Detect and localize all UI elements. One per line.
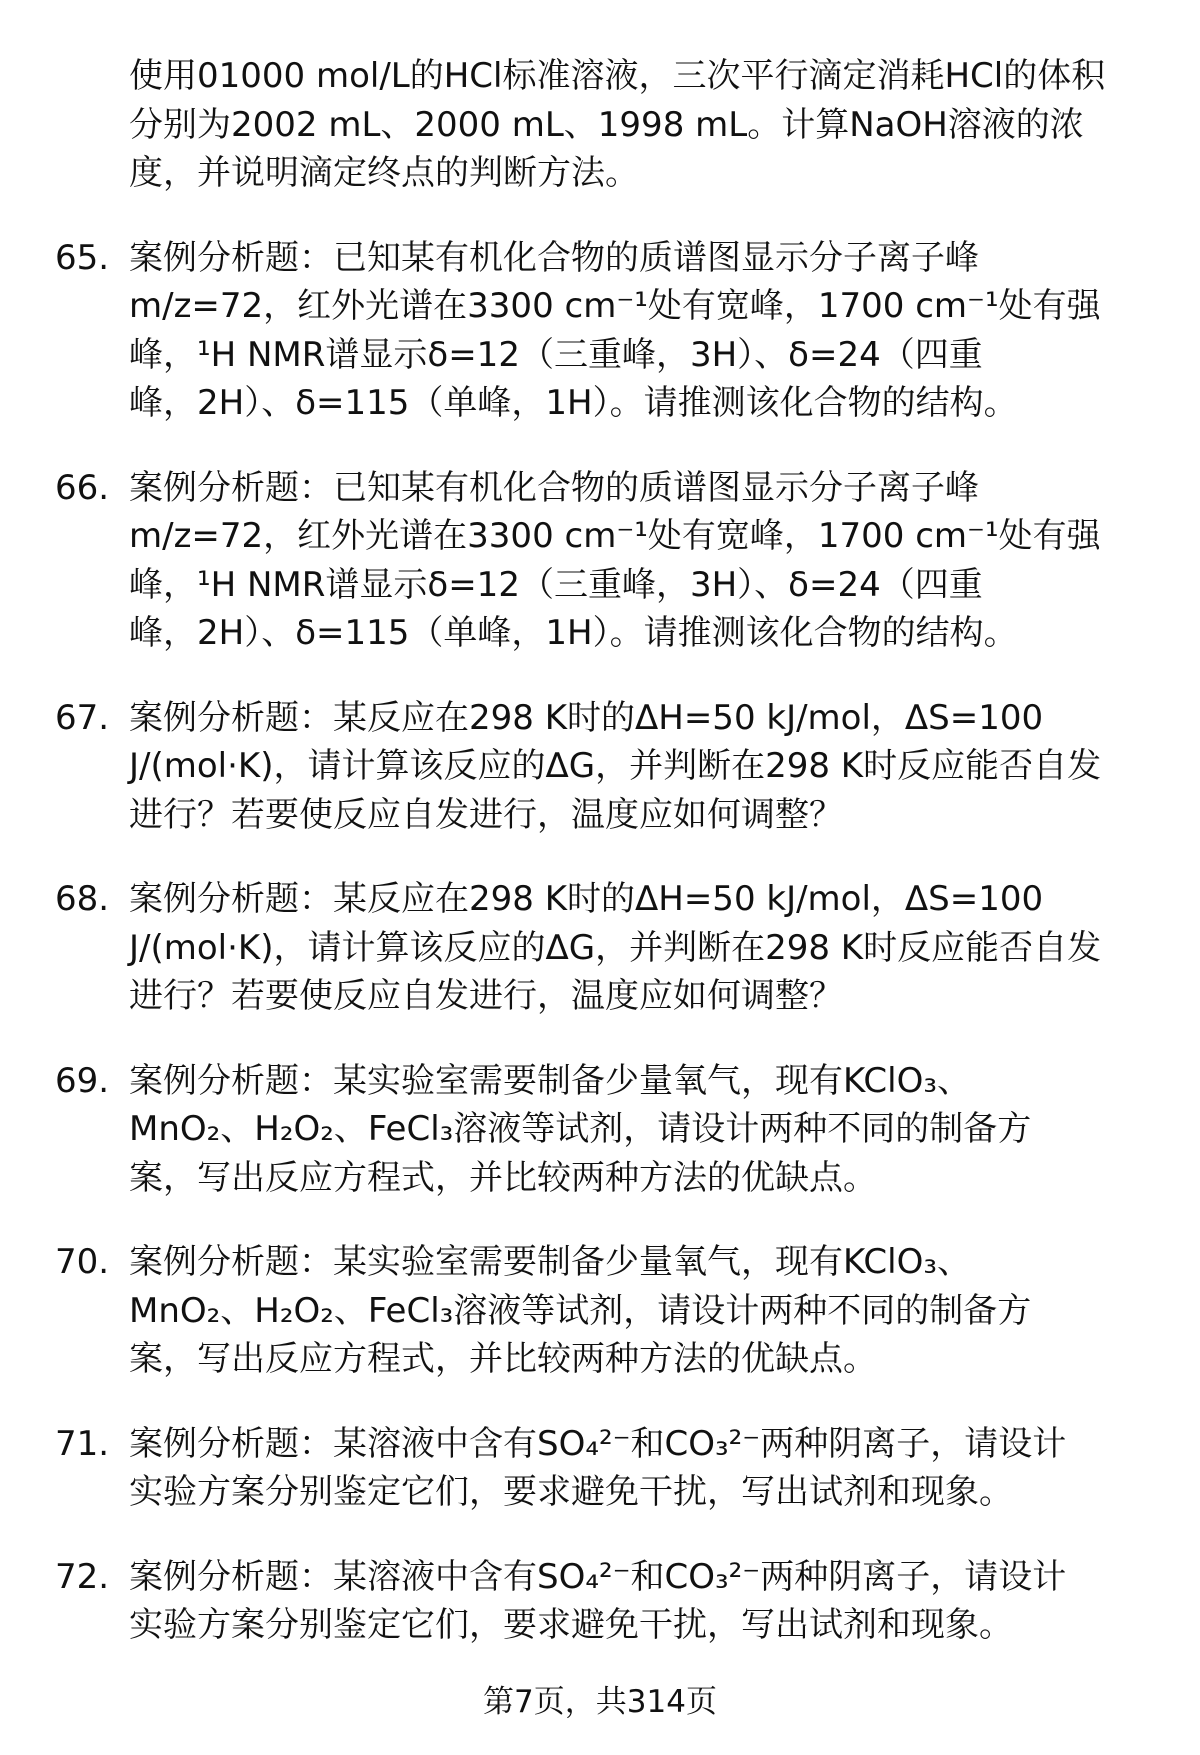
text-line: m/z=72，红外光谱在3300 cm⁻¹处有宽峰，1700 cm⁻¹处有强: [129, 286, 1101, 326]
text-line: 案例分析题：已知某有机化合物的质谱图显示分子离子峰: [129, 237, 979, 278]
text-line: 案例分析题：某实验室需要制备少量氧气，现有KClO₃、: [129, 1060, 972, 1101]
question-text: [129, 694, 1165, 840]
question-number: 69.: [55, 1060, 110, 1101]
text-line: MnO₂、H₂O₂、FeCl₃溶液等试剂，请设计两种不同的制备方: [129, 1109, 1032, 1149]
question-67: [55, 694, 1165, 840]
question-list: [55, 52, 1165, 1686]
text-line: 案例分析题：已知某有机化合物的质谱图显示分子离子峰: [129, 467, 979, 508]
text-line: 实验方案分别鉴定它们，要求避免干扰，写出试剂和现象。: [129, 1605, 1013, 1645]
question-text: [129, 234, 1165, 428]
question-text: [129, 1238, 1165, 1384]
question-text: [129, 1553, 1165, 1650]
question-number: 72.: [55, 1556, 110, 1597]
question-69: [55, 1057, 1165, 1203]
text-line: 峰，2H）、δ=115（单峰，1H）。请推测该化合物的结构。: [129, 613, 1018, 653]
question-71: [55, 1420, 1165, 1517]
text-line: 分别为2002 mL、2000 mL、1998 mL。计算NaOH溶液的浓: [129, 104, 1084, 145]
question-number: 66.: [55, 467, 110, 508]
text-line: 使用01000 mol/L的HCl标准溶液，三次平行滴定消耗HCl的体积: [129, 56, 1106, 96]
question-number: 67.: [55, 697, 110, 738]
text-line: 峰，2H）、δ=115（单峰，1H）。请推测该化合物的结构。: [129, 383, 1018, 423]
text-line: 度，并说明滴定终点的判断方法。: [129, 153, 639, 193]
question-text: [129, 1420, 1165, 1517]
question-number: 68.: [55, 879, 110, 919]
text-line: 峰，¹H NMR谱显示δ=12（三重峰，3H）、δ=24（四重: [129, 334, 983, 375]
intro-continuation: [55, 52, 1165, 198]
question-text: [129, 875, 1165, 1021]
text-line: 峰，¹H NMR谱显示δ=12（三重峰，3H）、δ=24（四重: [129, 564, 983, 605]
page-footer: 第7页，共314页: [483, 1684, 717, 1720]
question-text: [129, 1057, 1165, 1203]
text-line: 案例分析题：某反应在298 K时的ΔH=50 kJ/mol，ΔS=100: [129, 697, 1044, 738]
question-70: [55, 1238, 1165, 1384]
question-68: [55, 875, 1165, 1021]
text-line: 案例分析题：某反应在298 K时的ΔH=50 kJ/mol，ΔS=100: [129, 879, 1044, 919]
text-line: J/(mol·K)，请计算该反应的ΔG，并判断在298 K时反应能否自发: [129, 927, 1102, 968]
question-65: [55, 234, 1165, 428]
question-66: [55, 464, 1165, 658]
text-line: 实验方案分别鉴定它们，要求避免干扰，写出试剂和现象。: [129, 1472, 1013, 1512]
question-text: [129, 464, 1165, 658]
question-number: 71.: [55, 1423, 110, 1464]
text-line: 案，写出反应方程式，并比较两种方法的优缺点。: [129, 1157, 877, 1198]
text-line: 案例分析题：某实验室需要制备少量氧气，现有KClO₃、: [129, 1242, 972, 1282]
text-line: 案例分析题：某溶液中含有SO₄²⁻和CO₃²⁻两种阴离子，请设计: [129, 1556, 1067, 1597]
question-72: [55, 1553, 1165, 1650]
text-line: 案例分析题：某溶液中含有SO₄²⁻和CO₃²⁻两种阴离子，请设计: [129, 1423, 1067, 1464]
question-number: 70.: [55, 1242, 110, 1282]
text-line: 案，写出反应方程式，并比较两种方法的优缺点。: [129, 1339, 877, 1379]
text-line: 进行？若要使反应自发进行，温度应如何调整？: [129, 976, 843, 1016]
question-number: 65.: [55, 237, 110, 278]
text-line: m/z=72，红外光谱在3300 cm⁻¹处有宽峰，1700 cm⁻¹处有强: [129, 516, 1101, 556]
text-line: MnO₂、H₂O₂、FeCl₃溶液等试剂，请设计两种不同的制备方: [129, 1290, 1032, 1331]
text-line: J/(mol·K)，请计算该反应的ΔG，并判断在298 K时反应能否自发: [129, 746, 1102, 786]
text-line: 进行？若要使反应自发进行，温度应如何调整？: [129, 794, 843, 835]
